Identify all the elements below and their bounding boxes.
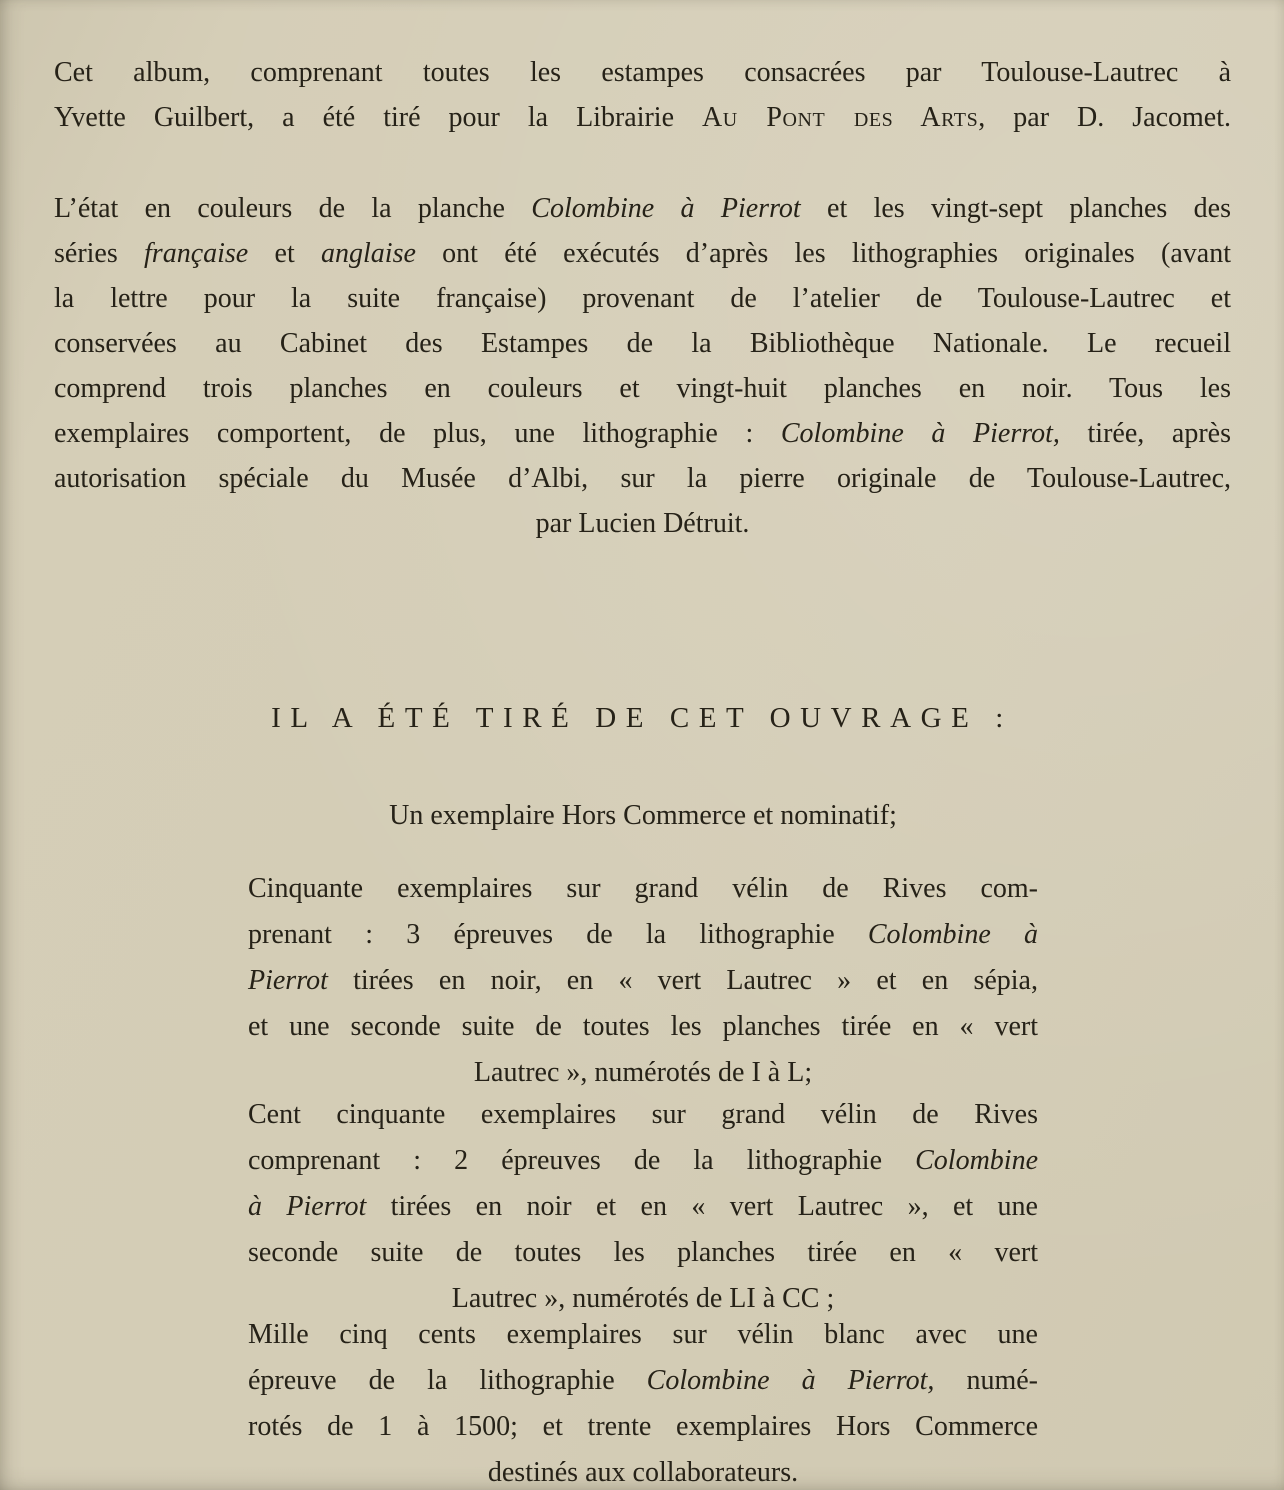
- colophon-paragraph-2: [54, 186, 1231, 546]
- text-line: [54, 186, 1231, 231]
- text-line: [248, 1138, 1038, 1184]
- text-line: [248, 1004, 1038, 1050]
- text-run: tirées en noir, en « vert Lautrec » et en sépia,: [327, 965, 1038, 996]
- text-line: [248, 793, 1038, 838]
- limitation-item-hors-commerce: [248, 793, 1038, 838]
- text-run: Yvette Guilbert, a été tiré pour la Librairie: [54, 102, 703, 133]
- work-title-italic: Colombine à Pierrot: [531, 193, 801, 224]
- text-run: tirées en noir et en « vert Lautrec », et une: [366, 1191, 1038, 1222]
- text-run: Cet album, comprenant toutes les estampes consacrées par Toulouse-Lautrec à: [54, 57, 1231, 88]
- text-line: [54, 50, 1231, 95]
- text-line: [248, 1092, 1038, 1138]
- text-run: conservées au Cabinet des Estampes de la Bibliothèque Nationale. Le recueil: [54, 328, 1231, 359]
- colophon-paragraph-1: [54, 50, 1231, 140]
- text-line: [248, 912, 1038, 958]
- text-line: [54, 501, 1231, 546]
- text-line: [248, 1050, 1038, 1096]
- text-run: comprend trois planches en couleurs et vingt-huit planches en noir. Tous les: [54, 373, 1231, 404]
- text-run: par Lucien Détruit.: [535, 508, 750, 539]
- text-line: [248, 1404, 1038, 1450]
- work-title-italic: à Pierrot: [248, 1191, 367, 1222]
- text-run: destinés aux collaborateurs.: [487, 1457, 799, 1488]
- text-line: [248, 1184, 1038, 1230]
- text-line: [248, 1230, 1038, 1276]
- text-run: Mille cinq cents exemplaires sur vélin blanc avec une: [248, 1319, 1038, 1350]
- librairie-name-smallcaps: Au Pont des Arts: [702, 102, 979, 133]
- text-line: [54, 95, 1231, 140]
- text-run: Lautrec », numérotés de I à L;: [473, 1057, 813, 1088]
- limitation-item-cinquante: [248, 866, 1038, 1096]
- text-line: [248, 1450, 1038, 1490]
- work-title-italic: Colombine à Pierrot,: [780, 418, 1060, 449]
- text-run: numé-: [934, 1365, 1038, 1396]
- text-run: épreuve de la lithographie: [248, 1365, 647, 1396]
- text-line: [248, 958, 1038, 1004]
- limitation-item-mille-cinq-cents: [248, 1312, 1038, 1490]
- text-run: Un exemplaire Hors Commerce et nominatif;: [389, 800, 897, 831]
- text-run: séries: [54, 238, 145, 269]
- series-name-italic: française: [144, 238, 249, 269]
- text-run: L’état en couleurs de la planche: [54, 193, 532, 224]
- text-run: rotés de 1 à 1500; et trente exemplaires Hors Commerce: [248, 1411, 1038, 1442]
- text-line: [54, 411, 1231, 456]
- work-title-italic: Pierrot: [248, 965, 328, 996]
- text-run: , par D. Jacomet.: [978, 102, 1231, 133]
- text-run: seconde suite de toutes les planches tirée en « vert: [248, 1237, 1038, 1268]
- text-run: ont été exécutés d’après les lithographies originales (avant: [415, 238, 1231, 269]
- text-run: tirée, après: [1059, 418, 1231, 449]
- text-run: Cent cinquante exemplaires sur grand vélin de Rives: [248, 1099, 1038, 1130]
- work-title-italic: Colombine à Pierrot,: [646, 1365, 935, 1396]
- text-line: [54, 276, 1231, 321]
- series-name-italic: anglaise: [321, 238, 416, 269]
- text-line: [248, 1358, 1038, 1404]
- text-line: [54, 231, 1231, 276]
- limitation-heading: [0, 698, 1284, 738]
- text-run: exemplaires comportent, de plus, une lithographie :: [54, 418, 781, 449]
- text-line: [248, 866, 1038, 912]
- text-line: [54, 456, 1231, 501]
- text-run: Cinquante exemplaires sur grand vélin de Rives com-: [248, 873, 1038, 904]
- limitation-heading-text: IL A ÉTÉ TIRÉ DE CET OUVRAGE :: [271, 702, 1013, 734]
- text-run: et: [248, 238, 322, 269]
- text-run: Lautrec », numérotés de LI à CC ;: [451, 1283, 835, 1314]
- text-run: et une seconde suite de toutes les planches tirée en « vert: [248, 1011, 1038, 1042]
- text-run: autorisation spéciale du Musée d’Albi, sur la pierre originale de Toulouse-Lautrec,: [54, 463, 1231, 494]
- limitation-item-cent-cinquante: [248, 1092, 1038, 1322]
- text-run: la lettre pour la suite française) provenant de l’atelier de Toulouse-Lautrec et: [54, 283, 1231, 314]
- text-line: [54, 321, 1231, 366]
- text-run: comprenant : 2 épreuves de la lithographie: [248, 1145, 916, 1176]
- work-title-italic: Colombine: [915, 1145, 1038, 1176]
- text-run: prenant : 3 épreuves de la lithographie: [248, 919, 868, 950]
- text-line: [54, 366, 1231, 411]
- text-run: et les vingt-sept planches des: [800, 193, 1231, 224]
- text-line: [248, 1312, 1038, 1358]
- work-title-italic: Colombine à: [867, 919, 1038, 950]
